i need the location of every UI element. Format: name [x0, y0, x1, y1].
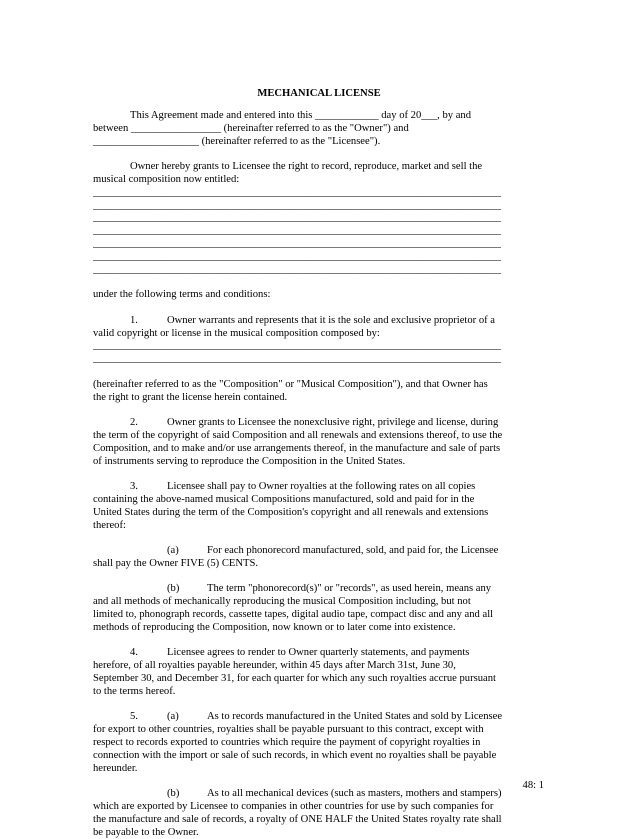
blank-line: _____________________________________________________________________________	[93, 340, 501, 352]
blank-line: _____________________________________________________________________________	[93, 263, 501, 275]
section-5a	[93, 711, 503, 775]
subsection-text: For each phonorecord manufactured, sold, and paid for, the Licensee shall pay the Owner FIVE (5) CENTS.	[93, 545, 499, 569]
section-text: Owner warrants and represents that it is the sole and exclusive proprietor of a valid copyright or license in the musical composition composed by:	[93, 314, 496, 339]
section-1-continued: (hereinafter referred to as the "Composition" or "Musical Composition"), and that Owner has the right to grant the license herein contained.	[93, 378, 488, 403]
section-3b	[93, 583, 503, 634]
blank-line: _____________________________________________________________________________	[93, 199, 501, 211]
subsection-text: The term "phonorecord(s)" or "records", as used herein, means any and all methods of mechanically reproducing the musical Composition including, but not limited to, phonograph records, cassette tapes, digital audio tape, compact disc and any and all methods of reproducing the Composition, now known or to later come into existence.	[93, 583, 494, 633]
section-text: Licensee agrees to render to Owner quarterly statements, and payments herefore, of all royalties payable hereunder, within 45 days after March 31st, June 30, September 30, and December 31, for each quarter for which any such royalties accrue pursuant to the terms hereof.	[93, 647, 496, 697]
section-number: 4.	[130, 647, 138, 659]
subsection-label: (a)	[167, 711, 179, 723]
grant-paragraph: Owner hereby grants to Licensee the right to record, reproduce, market and sell the musical composition now entitled:	[93, 161, 483, 185]
blank-line: _____________________________________________________________________________	[93, 186, 501, 198]
document-title: MECHANICAL LICENSE	[257, 88, 381, 99]
document-body	[93, 110, 503, 839]
blank-line: _____________________________________________________________________________	[93, 212, 501, 224]
section-number: 3.	[130, 481, 138, 493]
section-number: 1.	[130, 314, 138, 326]
section-3a	[93, 545, 503, 571]
section-4	[93, 647, 503, 698]
terms-intro: under the following terms and conditions:	[93, 289, 271, 301]
section-3	[93, 481, 503, 532]
section-number: 5.	[130, 711, 138, 723]
section-5b	[93, 788, 503, 839]
section-text: Licensee shall pay to Owner royalties at the following rates on all copies containing the above-named musical Compositions manufactured, sold and paid for in the United States during the term of the Composition's copyright and all renewals and extensions thereof:	[93, 481, 489, 531]
subsection-label: (b)	[167, 788, 180, 800]
page-number: 48: 1	[522, 780, 544, 791]
blank-line: _____________________________________________________________________________	[93, 250, 501, 262]
subsection-label: (b)	[167, 583, 180, 595]
blank-line: _____________________________________________________________________________	[93, 353, 501, 365]
blank-line: _____________________________________________________________________________	[93, 237, 501, 249]
subsection-text: As to all mechanical devices (such as masters, mothers and stampers) which are exported by Licensee to companies in other countries for use by such companies for the manufacture and sale of records, a royalty of ONE HALF the United States royalty rate shall be payable to the Owner.	[93, 788, 502, 838]
section-1	[93, 315, 503, 341]
intro-paragraph: This Agreement made and entered into this ____________ day of 20___, by and between _________________ (hereinafter referred to as the "Owner") and ____________________ (hereinafter referred to as the "Licensee").	[93, 110, 471, 147]
subsection-label: (a)	[167, 545, 179, 557]
section-2	[93, 417, 503, 468]
section-number: 2.	[130, 417, 138, 429]
section-text: Owner grants to Licensee the nonexclusive right, privilege and license, during the term of the copyright of said Composition and all renewals and extensions thereof, to use the Composition, and to make and/or use arrangements thereof, in the manufacture and sale of parts of instruments serving to reproduce the Composition in the United States.	[93, 417, 503, 467]
subsection-text: As to records manufactured in the United States and sold by Licensee for export to other countries, royalties shall be payable pursuant to this contract, except with respect to records exported to countries which require the payment of copyright royalties in connection with the import or sale of such records, in which event no royalties shall be payable hereunder.	[93, 711, 503, 774]
blank-line: _____________________________________________________________________________	[93, 225, 501, 237]
